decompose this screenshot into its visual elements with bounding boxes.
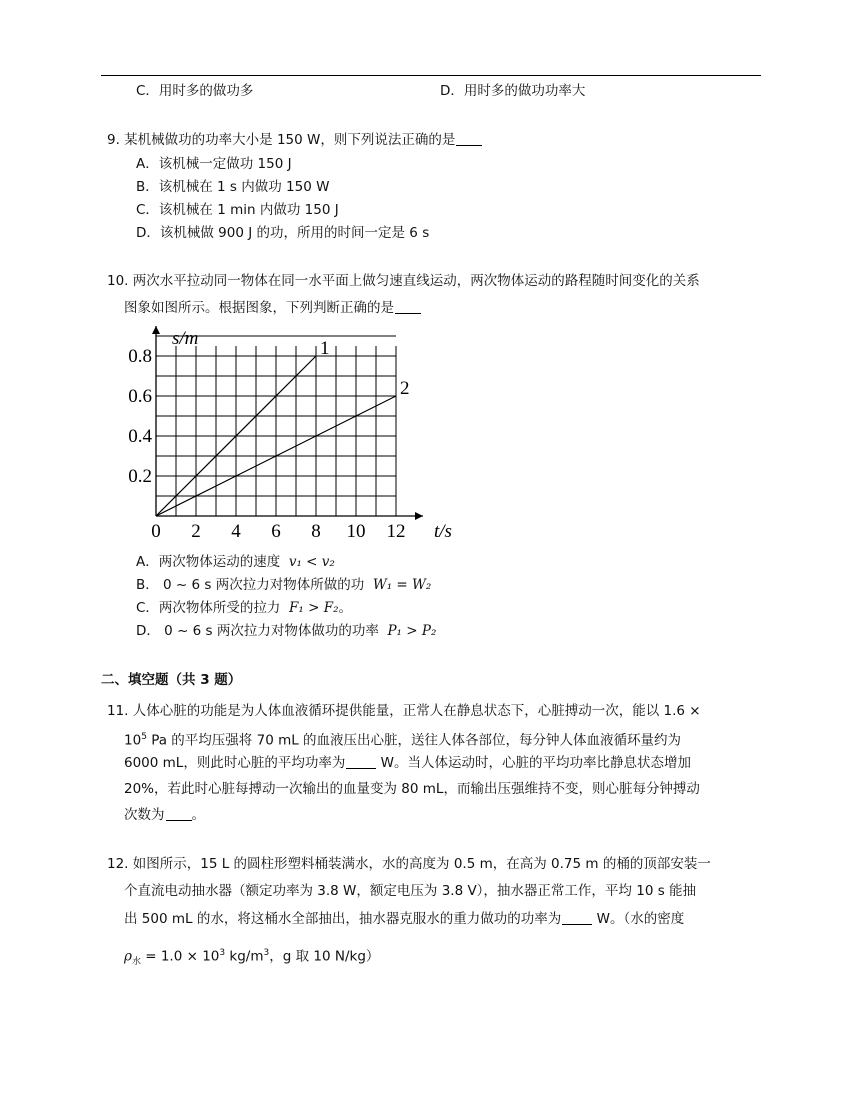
x-tick-label: 2 xyxy=(191,521,201,542)
x-tick-label: 12 xyxy=(386,521,406,542)
q12-line4: $\rho_水 = 1.0 \times 10^3$ $kg/m^3$，g 取 10 N/kg） xyxy=(124,948,380,968)
x-tick-label: 10 xyxy=(346,521,366,542)
x-tick-label: 4 xyxy=(231,521,241,542)
answer-blank[interactable] xyxy=(395,299,421,314)
chart-series xyxy=(156,338,410,516)
q8-option-d: D．用时多的做功功率大 xyxy=(440,83,586,99)
x-tick-label: 0 xyxy=(151,521,161,542)
answer-blank[interactable] xyxy=(456,131,482,146)
q9-option-b: B．该机械在 1 s 内做功 150 W xyxy=(136,179,330,195)
q11-line5: 次数为 。 xyxy=(124,807,205,823)
y-tick-label: 0.8 xyxy=(128,346,152,367)
series-label-1: 1 xyxy=(320,338,330,359)
q12-line1: 12. 如图所示，15 L 的圆柱形塑料桶装满水，水的高度为 0.5 m，在高为 0.75 m 的桶的顶部安装一 xyxy=(107,856,711,872)
q12-line3: 出 500 mL 的水，将这桶水全部抽出，抽水器克服水的重力做功的功率为 W。（水的密度 xyxy=(124,911,685,927)
x-tick-label: 6 xyxy=(271,521,281,542)
q10-stem-line2: 图象如图所示。根据图象，下列判断正确的是 xyxy=(124,299,421,317)
x-axis-label: t/s xyxy=(434,521,452,542)
q10-stem-line1: 10. 两次水平拉动同一物体在同一水平面上做匀速直线运动，两次物体运动的路程随时间变化的关系 xyxy=(107,273,700,289)
distance-time-graph xyxy=(118,320,468,550)
q11-line4: 20%，若此时心脏每搏动一次输出的血量变为 80 mL，而输出压强维持不变，则心脏每分钟搏动 xyxy=(124,781,700,797)
chart-grid xyxy=(156,336,396,516)
x-tick-label: 8 xyxy=(311,521,321,542)
section-title: 二、填空题（共 3 题） xyxy=(101,672,242,688)
chart-ticks xyxy=(128,346,405,542)
q12-line2: 个直流电动抽水器（额定功率为 3.8 W，额定电压为 3.8 V），抽水器正常工作，平均 10 s 能抽 xyxy=(124,883,697,899)
y-tick-label: 0.6 xyxy=(128,386,152,407)
q11-line3: 6000 mL，则此时心脏的平均功率为 W。当人体运动时，心脏的平均功率比静息状态增加 xyxy=(124,755,691,771)
q9-stem: 9. 某机械做功的功率大小是 150 W，则下列说法正确的是 xyxy=(107,131,482,149)
q9-option-d: D．该机械做 900 J 的功，所用的时间一定是 6 s xyxy=(136,225,430,241)
answer-blank[interactable] xyxy=(166,806,192,821)
chart-axes xyxy=(152,326,423,520)
y-tick-label: 0.4 xyxy=(128,426,152,447)
q10-option-a: A．两次物体运动的速度 v₁ < v₂ xyxy=(136,554,335,570)
q8-option-c: C．用时多的做功多 xyxy=(136,83,254,99)
q11-line1: 11. 人体心脏的功能是为人体血液循环提供能量，正常人在静息状态下，心脏搏动一次，能以 1.6 × xyxy=(107,703,701,719)
answer-blank[interactable] xyxy=(562,910,592,925)
series-label-2: 2 xyxy=(400,378,410,399)
q11-line2: $10^5$ Pa 的平均压强将 70 mL 的血液压出心脏，送往人体各部位，每分钟人体血液循环量约为 xyxy=(124,732,682,749)
q10-option-d: D． 0 ~ 6 s 两次拉力对物体做功的功率 P₁ > P₂ xyxy=(136,623,437,639)
header-rule xyxy=(101,75,761,76)
q9-option-c: C．该机械在 1 min 内做功 150 J xyxy=(136,202,339,218)
y-axis-label: s/m xyxy=(172,328,199,349)
y-tick-label: 0.2 xyxy=(128,466,152,487)
answer-blank[interactable] xyxy=(346,754,376,769)
q9-option-a: A．该机械一定做功 150 J xyxy=(136,156,292,172)
y-axis-arrow xyxy=(152,326,160,334)
x-axis-arrow xyxy=(415,512,423,520)
q10-option-b: B． 0 ~ 6 s 两次拉力对物体所做的功 W₁ = W₂ xyxy=(136,577,432,593)
q10-option-c: C．两次物体所受的拉力 F₁ > F₂。 xyxy=(136,600,352,616)
